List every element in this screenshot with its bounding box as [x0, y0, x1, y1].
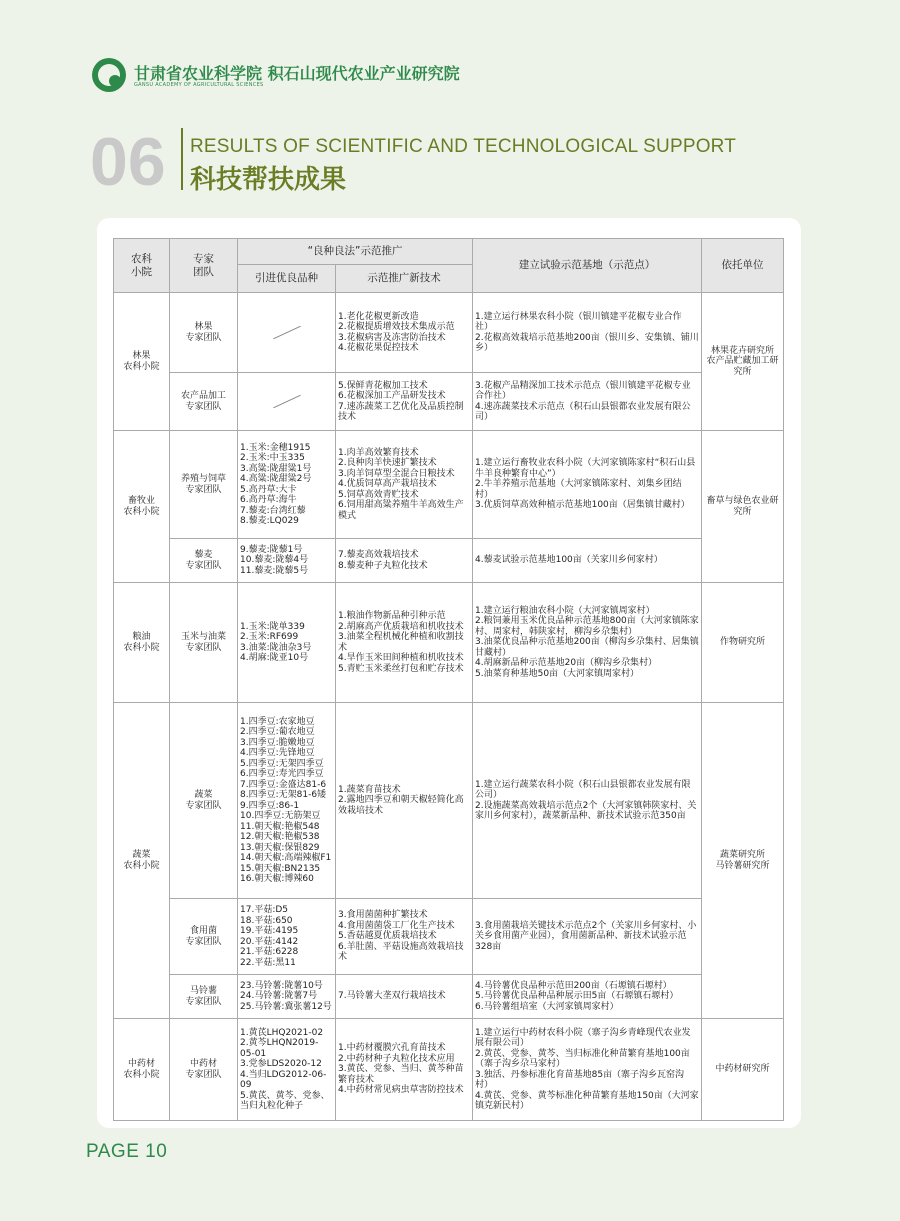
table-row [114, 373, 784, 431]
varieties-cell: 1.玉米:金穗1915 2.玉米:中玉335 3.高粱:陇甜粱1号 4.高粱:陇甜粱2号 5.高丹草:大卡 6.高丹草:海牛 7.藜麦:台湾红藜 8.藜麦:LQ029 [238, 431, 336, 539]
table-row [114, 431, 784, 539]
header-tech: 示范推广新技术 [336, 265, 473, 293]
yard-cell: 蔬菜 农科小院 [114, 703, 170, 1019]
table-card [97, 218, 801, 1128]
varieties-cell: 9.藜麦:陇藜1号 10.藜麦:陇藜4号 11.藜麦:陇藜5号 [238, 539, 336, 583]
tech-cell: 1.中药材覆膜穴孔育苗技术 2.中药材种子丸粒化技术应用 3.黄芪、党参、当归、黄芩种苗繁育技术 4.中药材常见病虫草害防控技术 [336, 1019, 473, 1121]
tech-cell: 5.保鲜青花椒加工技术 6.花椒深加工产品研发技术 7.速冻蔬菜工艺优化及品质控制技术 [336, 373, 473, 431]
page-number: PAGE 10 [86, 1141, 168, 1162]
base-cell: 3.食用菌栽培关键技术示范点2个（关家川乡何家村、小关乡食用菌产业园），食用菌新品种、新技术试验示范328亩 [473, 899, 702, 975]
section-title-cn: 科技帮扶成果 [190, 165, 347, 195]
unit-cell: 畜草与绿色农业研究所 [702, 431, 784, 583]
section-divider [181, 128, 183, 190]
yard-cell: 粮油 农科小院 [114, 583, 170, 703]
team-cell: 蔬菜 专家团队 [170, 703, 238, 899]
table-row [114, 1019, 784, 1121]
base-cell: 1.建立运行中药材农科小院（寨子沟乡青峰现代农业发展有限公司） 2.黄芪、党参、黄芩、当归标准化种苗繁育基地100亩（寨子沟乡尕马家村） 3.独活、丹参标准化育苗基地85亩（寨子沟乡瓦窑沟村） 4.黄芪、党参、黄芩标准化种苗繁育基地150亩（大河家镇克新民村） [473, 1019, 702, 1121]
tech-cell: 7.马铃薯大垄双行栽培技术 [336, 975, 473, 1019]
empty-slash-icon [273, 395, 301, 409]
institution-name-en: GANSU ACADEMY OF AGRICULTURAL SCIENCES [134, 82, 264, 88]
base-cell: 4.藜麦试验示范基地100亩（关家川乡何家村） [473, 539, 702, 583]
tech-cell: 3.食用菌菌种扩繁技术 4.食用菌菌袋工厂化生产技术 5.香菇越夏优质栽培技术 6.羊肚菌、平菇设施高效栽培技术 [336, 899, 473, 975]
academy-logo-icon [92, 58, 126, 92]
base-cell: 1.建立运行粮油农科小院（大河家镇周家村） 2.粮饲兼用玉米优良品种示范基地800亩（大河家镇陈家村、周家村，韩陕家村，柳沟乡尕集村） 3.油菜优良品种示范基地200亩（柳沟乡尕集村、居集镇甘藏村） 4.胡麻新品种示范基地20亩（柳沟乡尕集村） 5.油菜育种基地50亩（大河家镇周家村） [473, 583, 702, 703]
unit-cell: 蔬菜研究所 马铃薯研究所 [702, 703, 784, 1019]
team-cell: 林果 专家团队 [170, 293, 238, 373]
team-cell: 藜麦 专家团队 [170, 539, 238, 583]
tech-cell: 1.老化花椒更新改造 2.花椒提质增效技术集成示范 3.花椒病害及冻害防治技术 4.花椒花果促控技术 [336, 293, 473, 373]
results-table [113, 238, 784, 1121]
institution-name: 甘肃省农业科学院 积石山现代农业产业研究院 [134, 64, 460, 83]
table-row [114, 899, 784, 975]
table-row [114, 583, 784, 703]
team-cell: 农产品加工 专家团队 [170, 373, 238, 431]
header-unit: 依托单位 [702, 239, 784, 293]
team-cell: 食用菌 专家团队 [170, 899, 238, 975]
institution-header [92, 58, 652, 94]
varieties-cell: 1.黄芪LHQ2021-02 2.黄芩LHQN2019-05-01 3.党参LDS2020-12 4.当归LDG2012-06-09 5.黄芪、黄芩、党参、当归丸粒化种子 [238, 1019, 336, 1121]
yard-cell: 林果 农科小院 [114, 293, 170, 431]
base-cell: 1.建立运行林果农科小院（银川镇建平花椒专业合作社） 2.花椒高效栽培示范基地200亩（银川乡、安集镇、铺川乡） [473, 293, 702, 373]
yard-cell: 畜牧业 农科小院 [114, 431, 170, 583]
table-row [114, 703, 784, 899]
unit-cell: 中药材研究所 [702, 1019, 784, 1121]
tech-cell: 1.粮油作物新品种引种示范 2.胡麻高产优质栽培和机收技术 3.油菜全程机械化种植和收割技术 4.旱作玉米田间种植和机收技术 5.青贮玉米柔丝打包和贮存技术 [336, 583, 473, 703]
base-cell: 1.建立运行蔬菜农科小院（积石山县银都农业发展有限公司） 2.设施蔬菜高效栽培示范点2个（大河家镇韩陕家村、关家川乡何家村），蔬菜新品种、新技术试验示范350亩 [473, 703, 702, 899]
team-cell: 养殖与饲草 专家团队 [170, 431, 238, 539]
table-row [114, 293, 784, 373]
header-yard: 农科 小院 [114, 239, 170, 293]
header-team: 专家 团队 [170, 239, 238, 293]
varieties-cell: 23.马铃薯:陇薯10号 24.马铃薯:陇薯7号 25.马铃薯:冀张薯12号 [238, 975, 336, 1019]
unit-cell: 林果花卉研究所 农产品贮藏加工研究所 [702, 293, 784, 431]
empty-cell [238, 293, 336, 373]
table-row [114, 975, 784, 1019]
section-number: 06 [90, 124, 166, 200]
tech-cell: 1.肉羊高效繁育技术 2.良种肉羊快速扩繁技术 3.肉羊饲草型全混合日粮技术 4.优质饲草高产栽培技术 5.饲草高效青贮技术 6.饲用甜高粱养殖牛羊高效生产模式 [336, 431, 473, 539]
team-cell: 中药材 专家团队 [170, 1019, 238, 1121]
section-title-en: RESULTS OF SCIENTIFIC AND TECHNOLOGICAL SUPPORT [190, 136, 737, 157]
base-cell: 1.建立运行畜牧业农科小院（大河家镇陈家村“积石山县牛羊良种繁育中心”） 2.牛羊养殖示范基地（大河家镇陈家村、刘集乡团结村） 3.优质饲草高效种植示范基地100亩（居集镇甘藏村） [473, 431, 702, 539]
empty-slash-icon [273, 326, 301, 340]
tech-cell: 1.蔬菜育苗技术 2.露地四季豆和朝天椒轻简化高效栽培技术 [336, 703, 473, 899]
header-group: “良种良法”示范推广 [238, 239, 473, 265]
tech-cell: 7.藜麦高效栽培技术 8.藜麦种子丸粒化技术 [336, 539, 473, 583]
table-row [114, 539, 784, 583]
varieties-cell: 17.平菇:D5 18.平菇:650 19.平菇:4195 20.平菇:4142 21.平菇:6228 22.平菇:黑11 [238, 899, 336, 975]
unit-cell: 作物研究所 [702, 583, 784, 703]
team-cell: 马铃薯 专家团队 [170, 975, 238, 1019]
varieties-cell: 1.玉米:陇单339 2.玉米:RF699 3.油菜:陇油杂3号 4.胡麻:陇亚10号 [238, 583, 336, 703]
header-varieties: 引进优良品种 [238, 265, 336, 293]
varieties-cell: 1.四季豆:农家地豆 2.四季豆:葡农地豆 3.四季豆:脆嫩地豆 4.四季豆:先锋地豆 5.四季豆:无架四季豆 6.四季豆:寿光四季豆 7.四季豆:金盛达81-6 8.四季豆:无架81-6矮 9.四季豆:86-1 10.四季豆:无筋架豆 11.朝天椒:艳椒548 12.朝天椒:艳椒538 13.朝天椒:保银829 14.朝天椒:高端辣椒F1 15.朝天椒:BN2135 16.朝天椒:博辣60 [238, 703, 336, 899]
header-base: 建立试验示范基地（示范点） [473, 239, 702, 293]
yard-cell: 中药材 农科小院 [114, 1019, 170, 1121]
empty-cell [238, 373, 336, 431]
team-cell: 玉米与油菜 专家团队 [170, 583, 238, 703]
base-cell: 3.花椒产品精深加工技术示范点（银川镇建平花椒专业合作社） 4.速冻蔬菜技术示范点（积石山县银都农业发展有限公司） [473, 373, 702, 431]
base-cell: 4.马铃薯优良品种示范田200亩（石塬镇石塬村） 5.马铃薯优良品种品种展示田5亩（石塬镇石塬村） 6.马铃薯组培室（大河家镇周家村） [473, 975, 702, 1019]
